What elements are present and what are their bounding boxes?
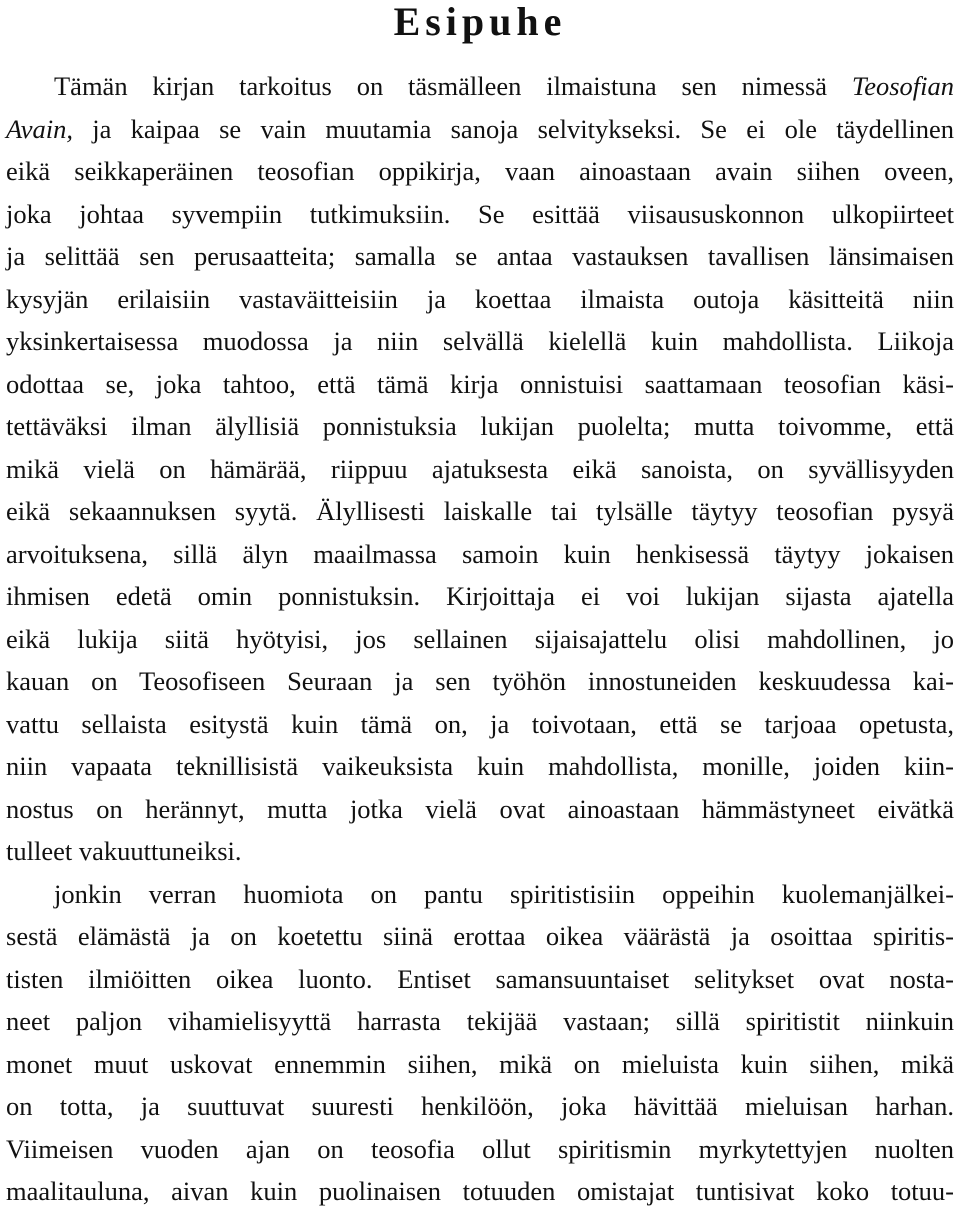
text-line: kysyjän erilaisiin vastaväitteisiin ja koettaa ilmaista outoja käsitteitä niin	[6, 284, 954, 314]
text-line: maalitauluna, aivan kuin puolinaisen totuuden omistajat tuntisivat koko totuu-	[6, 1176, 954, 1206]
text-line: odottaa se, joka tahtoo, että tämä kirja onnistuisi saattamaan teosofian käsi-	[6, 369, 954, 399]
text-line: sestä elämästä ja on koetettu siinä erottaa oikea väärästä ja osoittaa spiritis-	[6, 921, 954, 951]
text-line: joka johtaa syvempiin tutkimuksiin. Se esittää viisaususkonnon ulkopiirteet	[6, 199, 954, 229]
text-line: monet muut uskovat ennemmin siihen, mikä on mieluista kuin siihen, mikä	[6, 1049, 954, 1079]
text-line: tisten ilmiöitten oikea luonto. Entiset samansuuntaiset selitykset ovat nosta-	[6, 964, 954, 994]
text-line: ihmisen edetä omin ponnistuksin. Kirjoittaja ei voi lukijan sijasta ajatella	[6, 581, 954, 611]
text-line: niin vapaata teknillisistä vaikeuksista kuin mahdollista, monille, joiden kiin-	[6, 751, 954, 781]
text-line: kauan on Teosofiseen Seuraan ja sen työhön innostuneiden keskuudessa kai-	[6, 666, 954, 696]
text-line: tettäväksi ilman älyllisiä ponnistuksia lukijan puolelta; mutta toivomme, että	[6, 411, 954, 441]
book-title-fragment: Teosofian	[851, 71, 954, 101]
text-line	[6, 114, 954, 144]
text-line: neet paljon vihamielisyyttä harrasta tekijää vastaan; sillä spiritistit niinkuin	[6, 1006, 954, 1036]
text-line: vattu sellaista esitystä kuin tämä on, ja toivotaan, että se tarjoaa opetusta,	[6, 709, 954, 739]
text-line: tulleet vakuuttuneiksi.	[6, 836, 242, 866]
text-line: yksinkertaisessa muodossa ja niin selvällä kielellä kuin mahdollista. Liikoja	[6, 326, 954, 356]
text-line: nostus on herännyt, mutta jotka vielä ovat ainoastaan hämmästyneet eivätkä	[6, 794, 954, 824]
text-line: mikä vielä on hämärää, riippuu ajatuksesta eikä sanoista, on syvällisyyden	[6, 454, 954, 484]
text-fragment: Tämän kirjan tarkoitus on täsmälleen ilmaistuna sen nimessä	[54, 71, 828, 101]
text-line	[54, 71, 954, 101]
text-line: eikä seikkaperäinen teosofian oppikirja, vaan ainoastaan avain siihen oveen,	[6, 156, 954, 186]
book-title-fragment: Avain,	[6, 114, 73, 144]
text-line: arvoituksena, sillä älyn maailmassa samoin kuin henkisessä täytyy jokaisen	[6, 539, 954, 569]
text-line: eikä sekaannuksen syytä. Älyllisesti laiskalle tai tylsälle täytyy teosofian pysyä	[6, 496, 954, 526]
text-line: eikä lukija siitä hyötyisi, jos sellainen sijaisajattelu olisi mahdollinen, jo	[6, 624, 954, 654]
text-line: Viimeisen vuoden ajan on teosofia ollut spiritismin myrkytettyjen nuolten	[6, 1134, 954, 1164]
page-title: Esipuhe	[393, 0, 567, 44]
text-line: ja selittää sen perusaatteita; samalla se antaa vastauksen tavallisen länsimaisen	[6, 241, 954, 271]
text-line: on totta, ja suuttuvat suuresti henkilöön, joka hävittää mieluisan harhan.	[6, 1091, 954, 1121]
text-line: jonkin verran huomiota on pantu spiritistisiin oppeihin kuolemanjälkei-	[54, 879, 954, 909]
text-fragment: ja kaipaa se vain muutamia sanoja selvitykseksi. Se ei ole täydellinen	[92, 114, 954, 144]
